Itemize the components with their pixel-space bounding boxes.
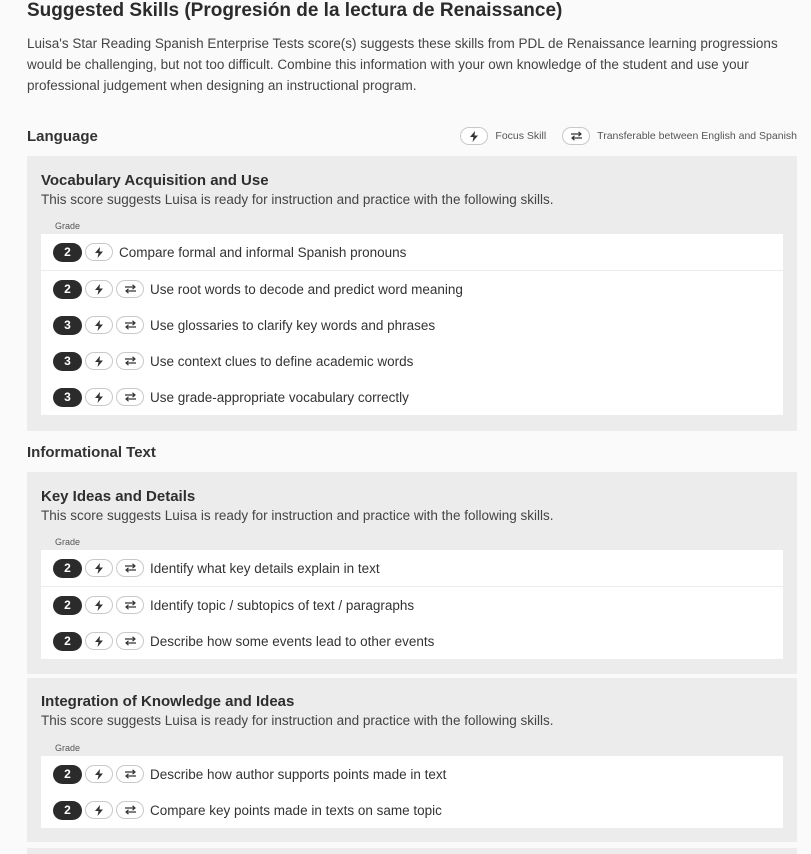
grade-column-label: Grade <box>55 537 81 547</box>
skill-group-vocabulary <box>27 156 797 431</box>
intro-text: Luisa's Star Reading Spanish Enterprise Tests score(s) suggests these skills from PDL de Renaissance learning progressions would be challenging, but not too difficult. Combine this information with your own knowledge of the student and use your professional judgement when designing an instructional program. <box>27 36 778 93</box>
skill-name: Use root words to decode and predict word meaning <box>150 281 463 297</box>
skill-name: Compare key points made in texts on same topic <box>150 802 442 818</box>
focus-skill-icon <box>85 316 113 334</box>
focus-skill-icon <box>85 632 113 650</box>
skill-name: Describe how author supports points made in text <box>150 766 447 782</box>
skill-group-key-ideas <box>27 472 797 674</box>
grade-column-label: Grade <box>55 743 81 753</box>
focus-skill-icon <box>85 559 113 577</box>
skill-name: Compare formal and informal Spanish pronouns <box>119 244 407 260</box>
group-description: This score suggests Luisa is ready for instruction and practice with the following skills. <box>41 192 554 207</box>
focus-skill-icon <box>85 352 113 370</box>
transferable-icon <box>562 127 590 145</box>
skill-group-integration <box>27 678 797 842</box>
skill-name: Identify what key details explain in text <box>150 560 380 576</box>
page-title: Suggested Skills (Progresión de la lectura de Renaissance) <box>27 0 563 21</box>
legend-transfer-label: Transferable between English and Spanish <box>597 130 797 142</box>
transferable-icon <box>116 316 144 334</box>
focus-skill-icon <box>85 388 113 406</box>
grade-badge: 2 <box>53 801 82 820</box>
skill-row[interactable] <box>41 234 783 270</box>
transferable-icon <box>116 388 144 406</box>
grade-badge: 2 <box>53 280 82 299</box>
grade-badge: 2 <box>53 765 82 784</box>
grade-badge: 2 <box>53 632 82 651</box>
focus-skill-icon <box>85 801 113 819</box>
focus-skill-icon <box>85 280 113 298</box>
grade-badge: 3 <box>53 316 82 335</box>
group-description: This score suggests Luisa is ready for instruction and practice with the following skills. <box>41 713 554 728</box>
grade-badge: 3 <box>53 388 82 407</box>
legend-focus-label: Focus Skill <box>495 130 547 142</box>
group-title: Integration of Knowledge and Ideas <box>41 693 295 710</box>
section-title-informational-text: Informational Text <box>27 444 156 461</box>
skill-row[interactable] <box>41 307 783 343</box>
skill-row[interactable] <box>41 550 783 586</box>
transferable-icon <box>116 280 144 298</box>
grade-column-label: Grade <box>55 221 81 231</box>
grade-badge: 2 <box>53 559 82 578</box>
grade-badge: 2 <box>53 243 82 262</box>
skill-row[interactable] <box>41 271 783 307</box>
skill-row[interactable] <box>41 343 783 379</box>
skill-legend <box>460 127 797 145</box>
focus-skill-icon <box>460 127 488 145</box>
section-title-language: Language <box>27 128 98 145</box>
transferable-icon <box>116 596 144 614</box>
transferable-icon <box>116 559 144 577</box>
skill-group-next-partial <box>27 848 797 854</box>
transferable-icon <box>116 801 144 819</box>
skill-row[interactable] <box>41 587 783 623</box>
legend-focus-skill <box>460 127 546 145</box>
group-title: Vocabulary Acquisition and Use <box>41 172 269 189</box>
focus-skill-icon <box>85 596 113 614</box>
skill-row[interactable] <box>41 623 783 659</box>
skill-row[interactable] <box>41 792 783 828</box>
group-title: Key Ideas and Details <box>41 488 196 505</box>
skill-name: Describe how some events lead to other events <box>150 633 435 649</box>
skill-name: Identify topic / subtopics of text / paragraphs <box>150 597 415 613</box>
skill-name: Use glossaries to clarify key words and phrases <box>150 317 436 333</box>
focus-skill-icon <box>85 243 113 261</box>
skill-row[interactable] <box>41 379 783 415</box>
group-description: This score suggests Luisa is ready for instruction and practice with the following skills. <box>41 508 554 523</box>
skill-row[interactable] <box>41 756 783 792</box>
focus-skill-icon <box>85 765 113 783</box>
transferable-icon <box>116 352 144 370</box>
skill-name: Use grade-appropriate vocabulary correctly <box>150 389 409 405</box>
transferable-icon <box>116 765 144 783</box>
grade-badge: 2 <box>53 596 82 615</box>
legend-transferable <box>562 127 797 145</box>
grade-badge: 3 <box>53 352 82 371</box>
skill-name: Use context clues to define academic words <box>150 353 414 369</box>
transferable-icon <box>116 632 144 650</box>
